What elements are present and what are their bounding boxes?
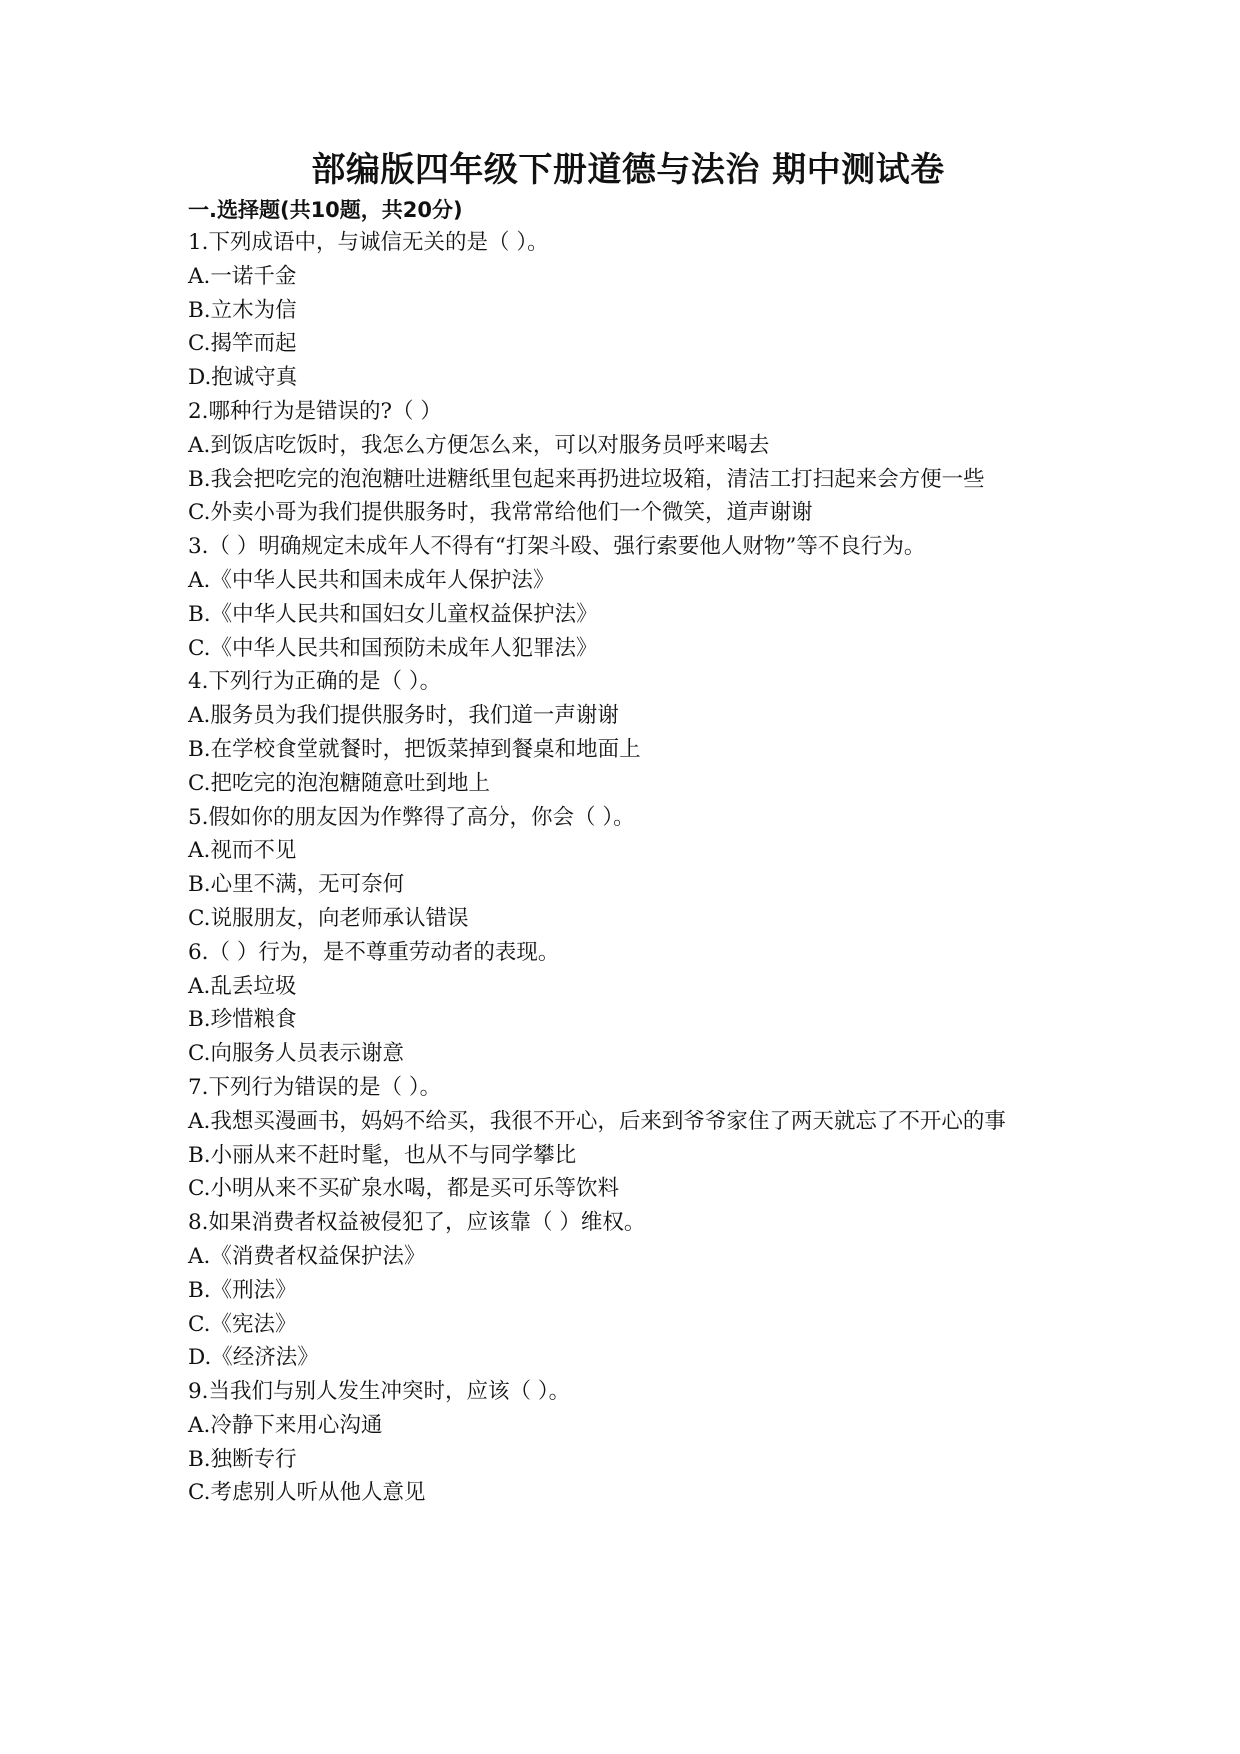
option-c: C.小明从来不买矿泉水喝，都是买可乐等饮料 (188, 1176, 620, 1202)
question-6 (188, 936, 1068, 1071)
question-stem: 7.下列行为错误的是（ ）。 (188, 1074, 442, 1100)
question-stem: 9.当我们与别人发生冲突时，应该（ ）。 (188, 1379, 571, 1405)
question-2 (188, 395, 1068, 530)
option-c: C.考虑别人听从他人意见 (188, 1480, 426, 1506)
question-5 (188, 801, 1068, 936)
option-b: B.《中华人民共和国妇女儿童权益保护法》 (188, 601, 598, 627)
option-b: B.心里不满，无可奈何 (188, 872, 405, 898)
option-a: A.《中华人民共和国未成年人保护法》 (188, 567, 555, 593)
option-a: A.《消费者权益保护法》 (188, 1243, 426, 1269)
option-c: C.说服朋友，向老师承认错误 (188, 905, 469, 931)
question-8 (188, 1206, 1068, 1375)
option-a: A.服务员为我们提供服务时，我们道一声谢谢 (188, 703, 619, 729)
question-stem: 6.（ ）行为，是不尊重劳动者的表现。 (188, 939, 560, 965)
option-a: A.乱丢垃圾 (188, 973, 297, 999)
option-c: C.向服务人员表示谢意 (188, 1041, 405, 1067)
exam-title: 部编版四年级下册道德与法治 期中测试卷 (311, 150, 945, 190)
exam-page-content (188, 140, 1068, 1510)
option-b: B.珍惜粮食 (188, 1007, 297, 1033)
option-a: A.到饭店吃饭时，我怎么方便怎么来，可以对服务员呼来喝去 (188, 432, 770, 458)
question-stem: 5.假如你的朋友因为作弊得了高分，你会（ ）。 (188, 804, 635, 830)
question-list (188, 226, 1068, 1510)
question-stem: 1.下列成语中，与诚信无关的是（ ）。 (188, 230, 549, 255)
question-stem: 4.下列行为正确的是（ ）。 (188, 669, 442, 695)
question-stem: 8.如果消费者权益被侵犯了，应该靠（ ）维权。 (188, 1210, 646, 1236)
option-d: D.《经济法》 (188, 1345, 319, 1371)
option-b: B.我会把吃完的泡泡糖吐进糖纸里包起来再扔进垃圾箱，清洁工打扫起来会方便一些 (188, 466, 985, 492)
option-b: B.小丽从来不赶时髦，也从不与同学攀比 (188, 1142, 577, 1168)
option-c: C.《中华人民共和国预防未成年人犯罪法》 (188, 635, 598, 661)
section-header: 一.选择题(共10题，共20分) (188, 198, 463, 222)
question-3 (188, 530, 1068, 665)
option-b: B.立木为信 (188, 297, 297, 323)
question-stem: 3.（ ）明确规定未成年人不得有“打架斗殴、强行索要他人财物”等不良行为。 (188, 534, 926, 560)
question-4 (188, 665, 1068, 800)
question-stem: 2.哪种行为是错误的?（ ） (188, 398, 442, 424)
option-c: C.外卖小哥为我们提供服务时，我常常给他们一个微笑，道声谢谢 (188, 500, 813, 526)
option-b: B.《刑法》 (188, 1277, 297, 1303)
question-7 (188, 1071, 1068, 1206)
option-d: D.抱诚守真 (188, 365, 298, 391)
option-c: C.《宪法》 (188, 1311, 297, 1337)
question-9 (188, 1375, 1068, 1510)
option-a: A.我想买漫画书，妈妈不给买，我很不开心，后来到爷爷家住了两天就忘了不开心的事 (188, 1108, 1006, 1134)
option-a: A.冷静下来用心沟通 (188, 1412, 383, 1438)
option-c: C.把吃完的泡泡糖随意吐到地上 (188, 770, 491, 796)
option-a: A.一诺千金 (188, 263, 297, 289)
option-b: B.在学校食堂就餐时，把饭菜掉到餐桌和地面上 (188, 736, 641, 762)
option-c: C.揭竿而起 (188, 331, 297, 357)
option-a: A.视而不见 (188, 838, 297, 864)
question-1 (188, 226, 1068, 395)
option-b: B.独断专行 (188, 1446, 297, 1472)
